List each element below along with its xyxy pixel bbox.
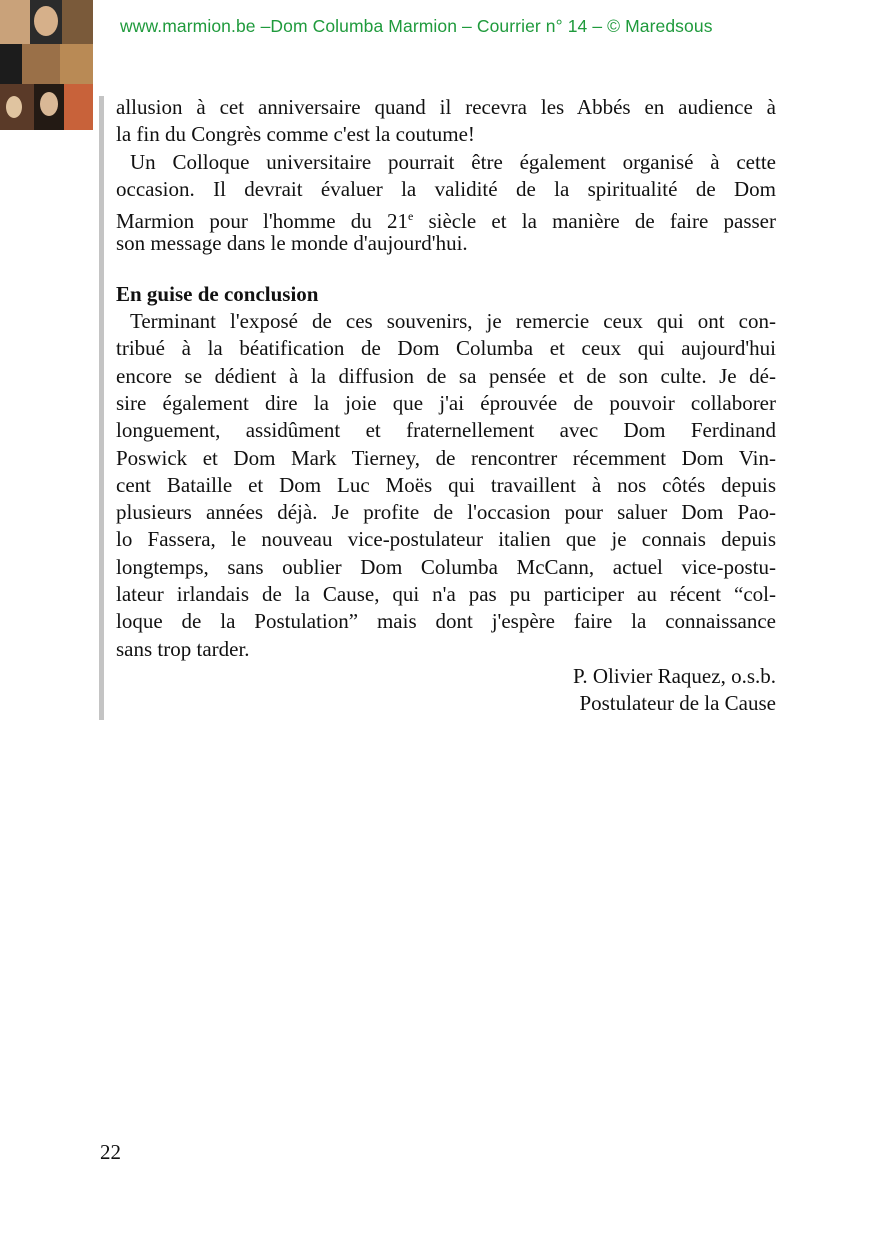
signature-name: P. Olivier Raquez, o.s.b. — [573, 663, 776, 688]
text-line: Poswick et Dom Mark Tierney, de rencontrer récemment Dom Vin- — [116, 445, 776, 470]
text-line: sans trop tarder. — [116, 636, 250, 661]
header-title: www.marmion.be –Dom Columba Marmion – Courrier n° 14 – © Maredsous — [120, 16, 713, 36]
text-line: allusion à cet anniversaire quand il recevra les Abbés en audience à — [116, 95, 776, 119]
text-line: occasion. Il devrait évaluer la validité de la spiritualité de Dom — [116, 176, 776, 201]
text-line: longtemps, sans oublier Dom Columba McCann, actuel vice-postu- — [116, 554, 776, 579]
text-fragment: Marmion pour l'homme du 21 — [116, 209, 408, 234]
portrait-collage-image — [0, 0, 93, 130]
text-line: Terminant l'exposé de ces souvenirs, je remercie ceux qui ont con- — [130, 309, 776, 334]
text-fragment: siècle et la manière de faire passer — [413, 209, 776, 234]
article-body — [116, 94, 776, 718]
page-number: 22 — [100, 1140, 121, 1164]
text-line: sire également dire la joie que j'ai éprouvée de pouvoir collaborer — [116, 390, 776, 415]
text-line: la fin du Congrès comme c'est la coutume! — [116, 122, 475, 147]
superscript: e — [407, 209, 414, 224]
text-line: lateur irlandais de la Cause, qui n'a pas pu participer au récent “col- — [116, 582, 776, 607]
text-line: plusieurs années déjà. Je profite de l'occasion pour saluer Dom Pao- — [116, 500, 776, 525]
text-line: lo Fassera, le nouveau vice-postulateur italien que je connais depuis — [116, 527, 776, 552]
text-line: son message dans le monde d'aujourd'hui. — [116, 231, 468, 256]
text-line: Un Colloque universitaire pourrait être également organisé à cette — [130, 149, 776, 174]
section-heading: En guise de conclusion — [116, 281, 319, 306]
text-line — [116, 203, 776, 234]
text-line: encore se dédient à la diffusion de sa pensée et de son culte. Je dé- — [116, 363, 776, 388]
text-line: longuement, assidûment et fraternellement avec Dom Ferdinand — [116, 418, 776, 443]
margin-bar — [99, 96, 104, 720]
text-line: loque de la Postulation” mais dont j'espère faire la connaissance — [116, 609, 776, 634]
signature-title: Postulateur de la Cause — [579, 691, 776, 716]
text-line: tribué à la béatification de Dom Columba et ceux qui aujourd'hui — [116, 336, 776, 361]
text-line: cent Bataille et Dom Luc Moës qui travaillent à nos côtés depuis — [116, 472, 776, 497]
